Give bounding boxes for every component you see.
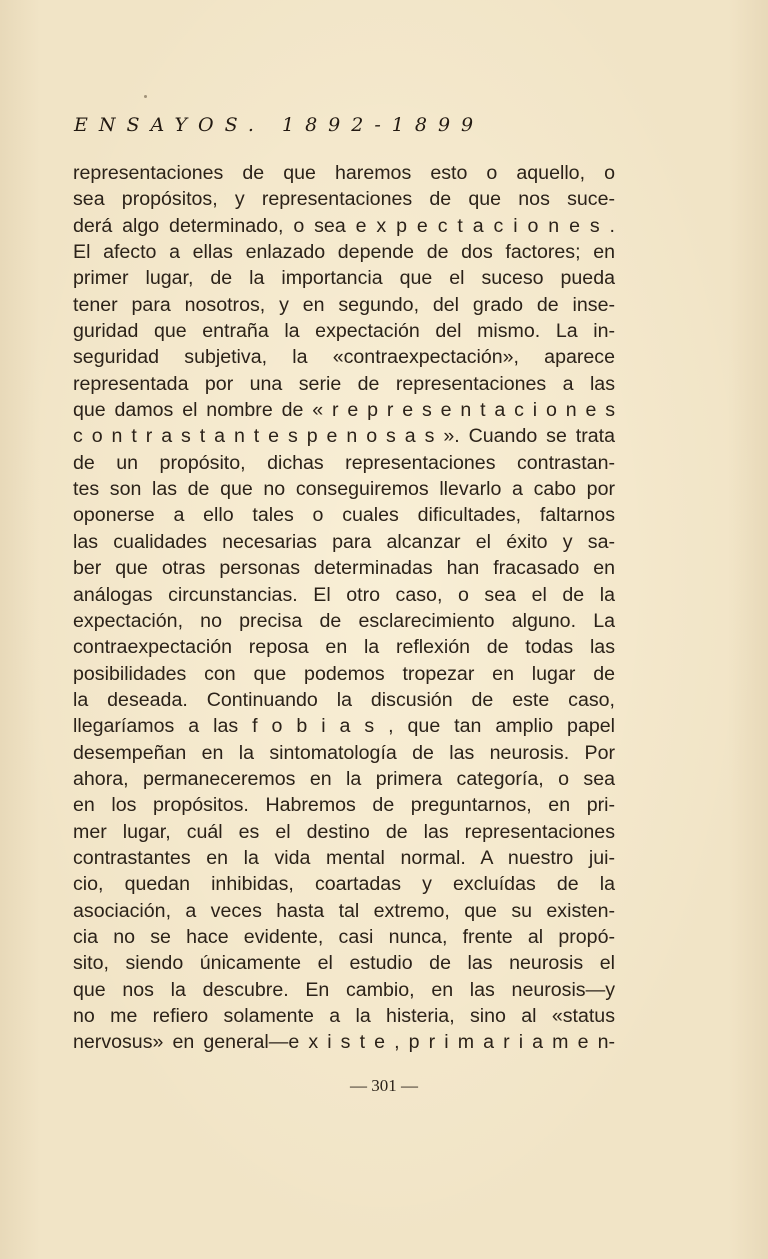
text-line: llegaríamos a las f o b i a s , que tan amplio papel [73,715,615,738]
text-line: ber que otras personas determinadas han fracasado en [73,557,615,580]
text-line: no me refiero solamente a la histeria, sino al «status [73,1005,615,1027]
body-text [73,160,615,1056]
ink-speck [144,95,147,98]
text-line: posibilidades con que podemos tropezar en lugar de [73,662,615,685]
text-line: que nos la descubre. En cambio, en las neurosis—y [73,978,615,1001]
text-line: las cualidades necesarias para alcanzar el éxito y sa- [73,530,615,553]
text-line: tener para nosotros, y en segundo, del grado de inse- [73,293,615,316]
text-line: oponerse a ello tales o cuales dificultades, faltarnos [73,504,615,527]
text-line: sito, siendo únicamente el estudio de las neurosis el [73,952,615,975]
text-line: asociación, a veces hasta tal extremo, que su existen- [73,899,615,922]
text-line: representaciones de que haremos esto o aquello, o [73,162,615,184]
text-line: análogas circunstancias. El otro caso, o sea el de la [73,583,615,606]
text-line: primer lugar, de la importancia que el suceso pueda [73,267,615,290]
text-line: sea propósitos, y representaciones de que nos suce- [73,188,615,211]
text-line: derá algo determinado, o sea e x p e c t a c i o n e s . [73,214,615,237]
text-line: nervosus» en general—e x i s t e , p r i m a r i a m e n- [73,1031,615,1054]
text-line: en los propósitos. Habremos de preguntarnos, en pri- [73,794,615,817]
text-line: cio, quedan inhibidas, coartadas y excluídas de la [73,873,615,896]
text-line: expectación, no precisa de esclarecimiento alguno. La [73,609,615,632]
text-line: tes son las de que no conseguiremos llevarlo a cabo por [73,478,615,501]
text-line: la deseada. Continuando la discusión de este caso, [73,688,615,711]
text-line: contrastantes en la vida mental normal. A nuestro jui- [73,846,615,869]
text-line: cia no se hace evidente, casi nunca, frente al propó- [73,925,615,948]
text-line: representada por una serie de representaciones a las [73,372,615,395]
text-line: ahora, permaneceremos en la primera categoría, o sea [73,767,615,790]
text-line: c o n t r a s t a n t e s p e n o s a s ». Cuando se trata [73,425,615,448]
text-line: de un propósito, dichas representaciones contrastan- [73,451,615,474]
text-line: contraexpectación reposa en la reflexión de todas las [73,636,615,659]
text-line: seguridad subjetiva, la «contraexpectación», aparece [73,346,615,369]
text-line: que damos el nombre de « r e p r e s e n t a c i o n e s [73,399,615,422]
page-number: — 301 — [350,1076,418,1095]
text-line: guridad que entraña la expectación del mismo. La in- [73,320,615,343]
text-line: mer lugar, cuál es el destino de las representaciones [73,820,615,843]
text-line: desempeñan en la sintomatología de las neurosis. Por [73,741,615,764]
text-line: El afecto a ellas enlazado depende de dos factores; en [73,241,615,264]
running-head: ENSAYOS. 1892-1899 [74,114,485,136]
